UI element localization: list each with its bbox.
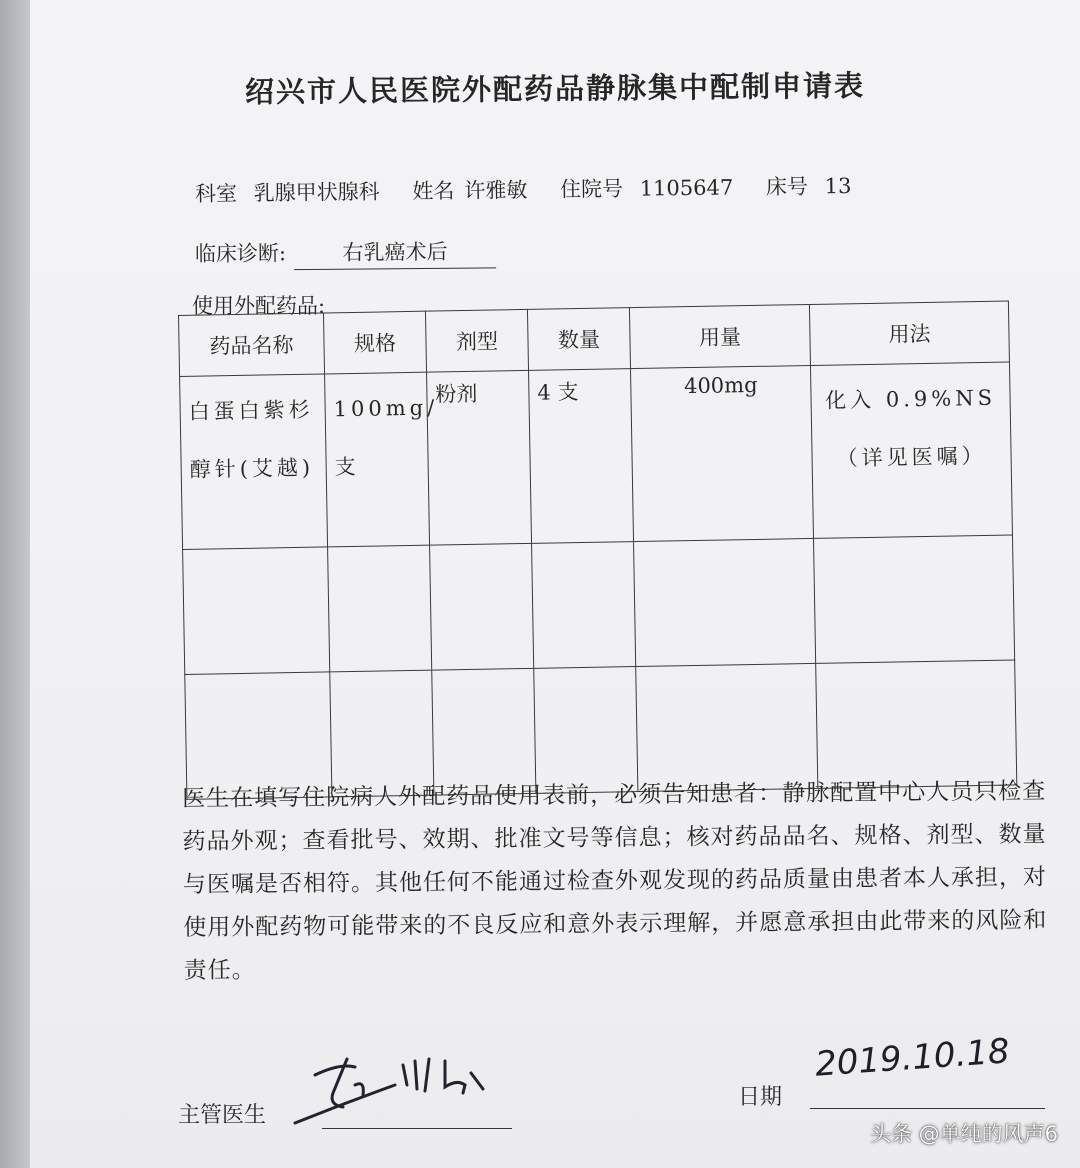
diagnosis-line — [195, 235, 496, 271]
admission-label: 住院号 — [559, 176, 624, 202]
header-drug-name: 药品名称 — [179, 313, 325, 377]
drugs-section-label: 使用外配药品: — [192, 294, 326, 318]
date-label: 日期 — [738, 1085, 783, 1110]
empty-cell — [532, 542, 636, 669]
diagnosis-label: 临床诊断: — [194, 241, 287, 266]
application-form-page — [30, 0, 1080, 1168]
header-quantity: 数量 — [527, 308, 630, 371]
header-spec: 规格 — [323, 311, 426, 374]
form-cell: 粉剂 — [427, 370, 532, 545]
header-usage: 用法 — [809, 301, 1009, 365]
empty-cell — [328, 545, 432, 672]
quantity-cell: 4 支 — [529, 369, 634, 544]
bed-number: 13 — [824, 173, 852, 199]
doctor-label: 主管医生 — [178, 1103, 267, 1128]
empty-cell — [183, 547, 330, 675]
medication-table — [178, 300, 1017, 799]
background-edge — [0, 0, 30, 1168]
date-value: 2019.10.18 — [813, 1031, 1011, 1085]
header-dosage: 用量 — [629, 304, 810, 368]
notice-paragraph: 医生在填写住院病人外配药品使用表前，必须告知患者：静脉配置中心人员只检查药品外观；查看批号、效期、批准文号等信息；核对药品品名、规格、剂型、数量与医嘱是否相符。其他任何不能通过检查外观发现的药品质量由患者本人承担，对使用外配药物可能带来的不良反应和意外表示理解，并愿意承担由此带来的风险和责任。 — [182, 778, 1048, 984]
name-value: 许雅敏 — [464, 177, 528, 203]
empty-cell — [430, 543, 534, 670]
header-form: 剂型 — [425, 309, 528, 372]
usage-cell: 化入 0.9%NS （详见医嘱） — [810, 362, 1012, 538]
empty-cell — [634, 538, 816, 666]
empty-cell — [813, 535, 1014, 663]
medication-table-wrapper — [178, 301, 1016, 800]
table-row-empty — [183, 535, 1015, 674]
doctor-signature-mark — [285, 1045, 515, 1135]
department-label: 科室 — [194, 181, 238, 206]
admission-number: 1105647 — [639, 175, 734, 201]
date-line — [810, 1108, 1045, 1109]
patient-info-line — [195, 170, 862, 208]
form-title: 绍兴市人民医院外配药品静脉集中配制申请表 — [244, 68, 866, 109]
bed-label: 床号 — [765, 174, 809, 200]
watermark-text: 头条 @单纯的风声6 — [869, 1122, 1058, 1146]
dosage-cell: 400mg — [631, 365, 814, 541]
spec-cell: 100mg/支 — [325, 372, 430, 547]
drug-name-cell: 白蛋白紫杉醇针(艾越) — [180, 374, 328, 550]
department-value: 乳腺甲状腺科 — [253, 179, 380, 206]
empty-cell — [816, 660, 1017, 788]
diagnosis-value: 右乳癌术后 — [294, 235, 496, 270]
table-row — [180, 362, 1013, 549]
name-label: 姓名 — [412, 178, 455, 204]
